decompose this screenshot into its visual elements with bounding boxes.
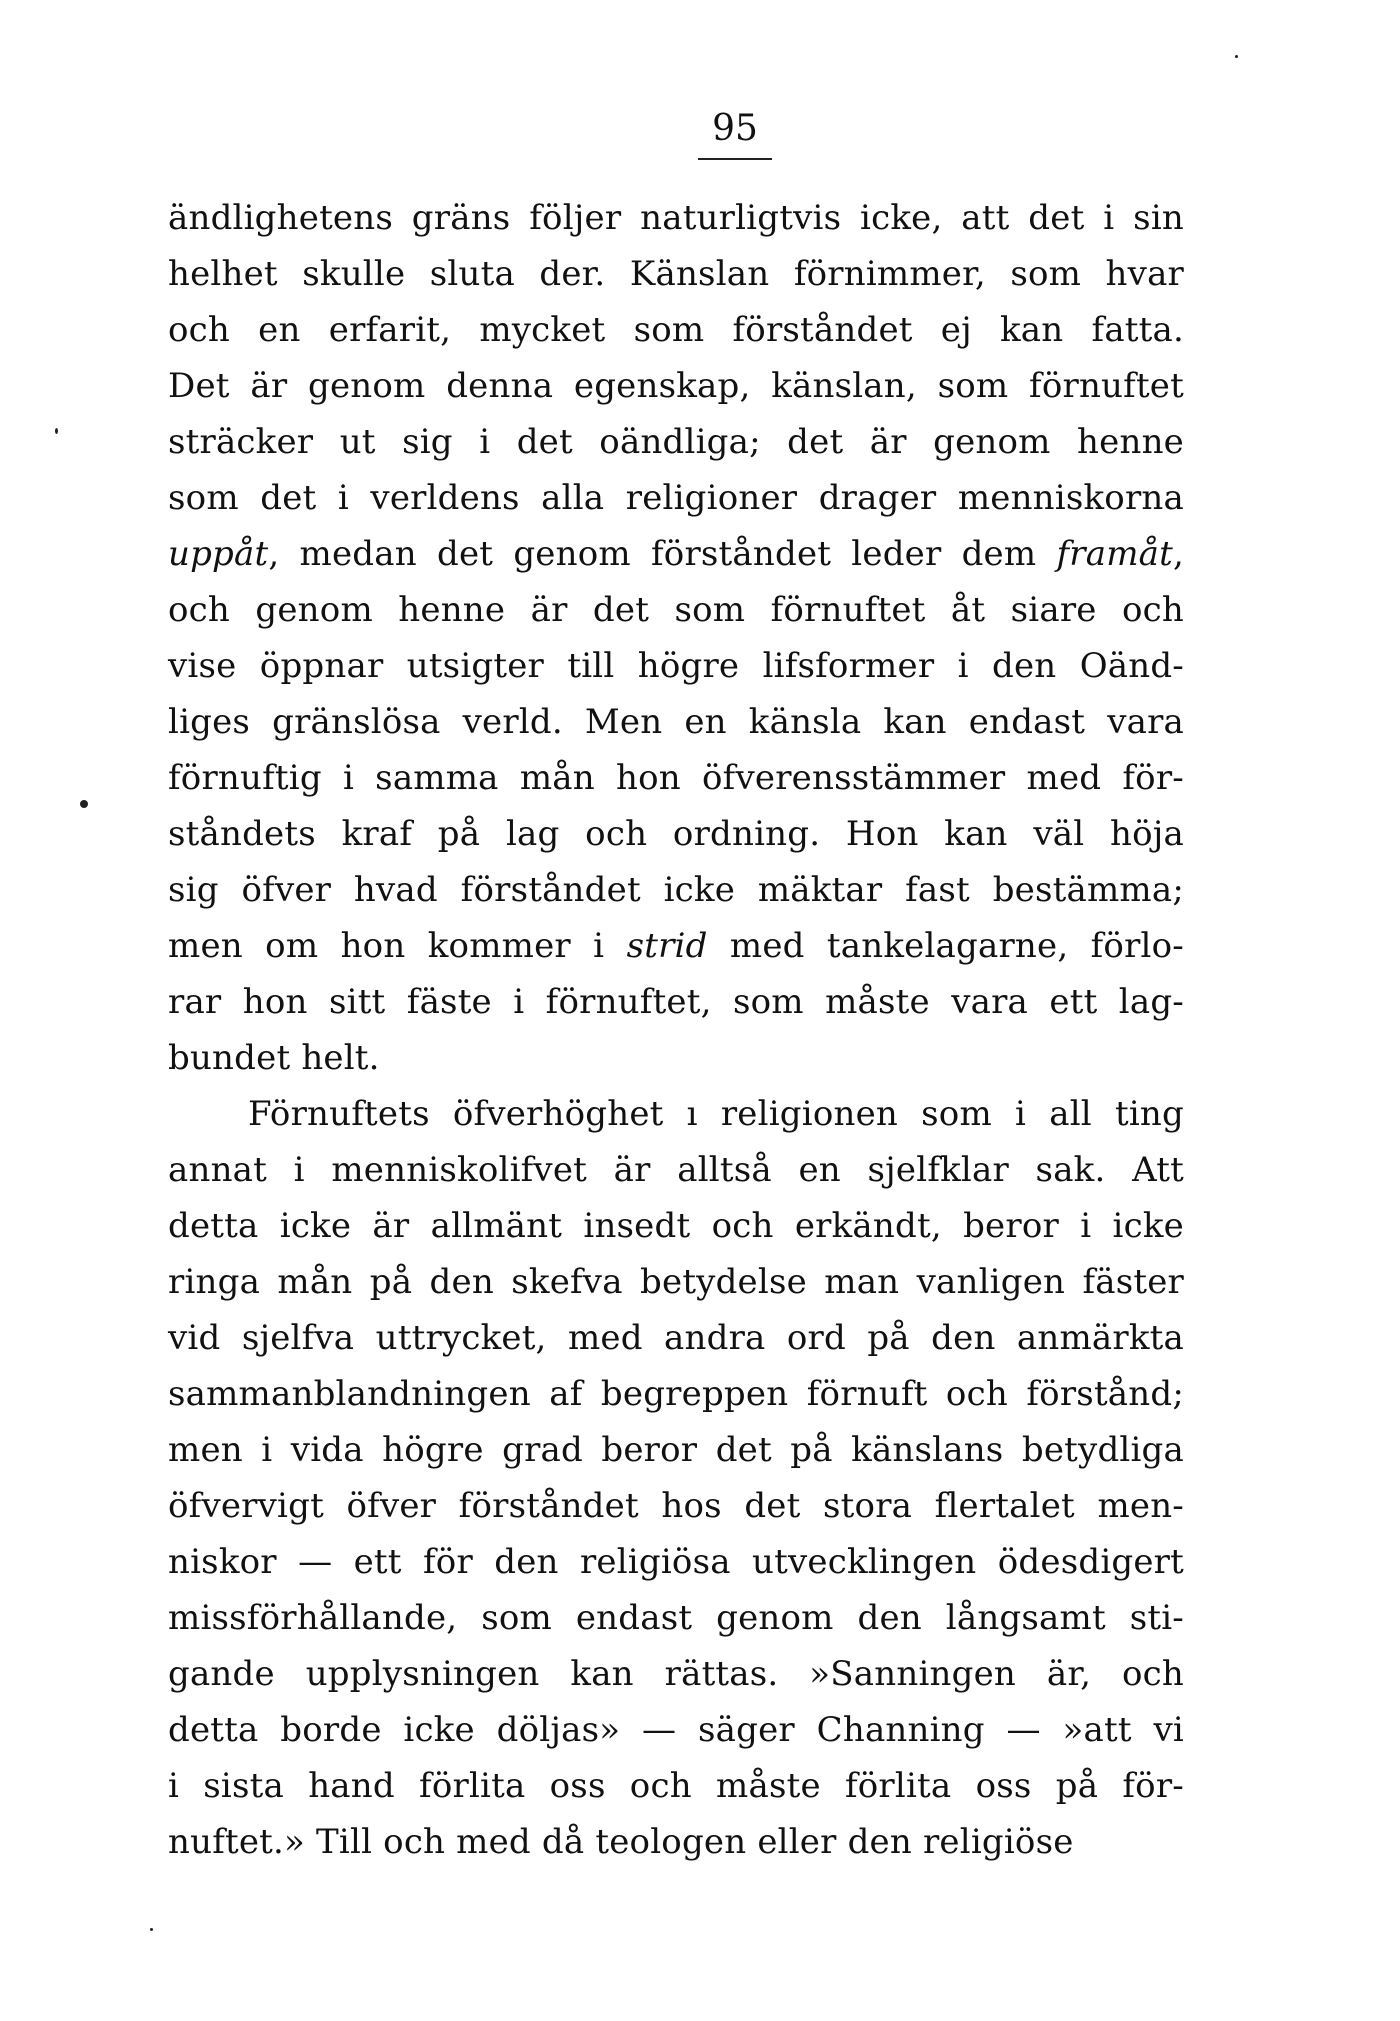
text-line [168, 1478, 1184, 1534]
text-line [168, 1534, 1184, 1590]
text-span: Förnuftets öfverhöghet ı religionen som i all ting [248, 1094, 1184, 1134]
paragraph [168, 190, 1184, 1086]
text-line [168, 1422, 1184, 1478]
text-span: gande upplysningen kan rättas. »Sanningen är, och [168, 1654, 1184, 1694]
text-line [168, 302, 1184, 358]
italic-text: uppåt [168, 534, 269, 574]
text-span: detta icke är allmänt insedt och erkändt, beror i icke [168, 1206, 1184, 1246]
text-span: nuftet.» Till och med då teologen eller den religiöse [168, 1822, 1074, 1862]
text-line [168, 750, 1184, 806]
italic-text: framåt [1056, 534, 1173, 574]
text-line [168, 1086, 1184, 1142]
text-span: och en erfarit, mycket som förståndet ej kan fatta. [168, 310, 1184, 350]
text-line [168, 190, 1184, 246]
text-line [168, 1646, 1184, 1702]
text-span: förnuftig i samma mån hon öfverensstämmer med för- [168, 758, 1184, 798]
text-span: sträcker ut sig i det oändliga; det är genom henne [168, 422, 1184, 462]
text-span: , [1172, 534, 1184, 574]
text-span: sig öfver hvad förståndet icke mäktar fast bestämma; [168, 870, 1184, 910]
text-span: men om hon kommer i [168, 926, 627, 966]
text-line [168, 862, 1184, 918]
text-line [168, 470, 1184, 526]
text-span: vise öppnar utsigter till högre lifsformer i den Oänd- [168, 646, 1184, 686]
text-span: helhet skulle sluta der. Känslan förnimmer, som hvar [168, 254, 1184, 294]
text-line [168, 1702, 1184, 1758]
text-line [168, 694, 1184, 750]
text-span: detta borde icke döljas» — säger Channing — »att vi [168, 1710, 1184, 1750]
page-number: 95 [698, 108, 772, 160]
text-span: sammanblandningen af begreppen förnuft och förstånd; [168, 1374, 1184, 1414]
text-span: rar hon sitt fäste i förnuftet, som måste vara ett lag- [168, 982, 1184, 1022]
scan-speck [150, 1928, 153, 1931]
text-span: med tankelagarne, förlo- [707, 926, 1184, 966]
paragraph [168, 1086, 1184, 1870]
text-line [168, 1814, 1184, 1870]
text-line [168, 526, 1184, 582]
scan-speck [55, 428, 58, 434]
text-line [168, 1198, 1184, 1254]
text-span: ståndets kraf på lag och ordning. Hon kan väl höja [168, 814, 1184, 854]
text-line [168, 246, 1184, 302]
text-span: ändlighetens gräns följer naturligtvis icke, att det i sin [168, 198, 1184, 238]
scan-speck [1235, 55, 1238, 58]
text-line [168, 806, 1184, 862]
text-line [168, 1758, 1184, 1814]
text-span: som det i verldens alla religioner drager menniskorna [168, 478, 1184, 518]
text-span: bundet helt. [168, 1038, 380, 1078]
text-line [168, 974, 1184, 1030]
text-line [168, 582, 1184, 638]
text-span: niskor — ett för den religiösa utvecklingen ödesdigert [168, 1542, 1184, 1582]
text-line [168, 1030, 1184, 1086]
text-line [168, 1366, 1184, 1422]
text-span: öfvervigt öfver förståndet hos det stora flertalet men- [168, 1486, 1184, 1526]
text-line [168, 358, 1184, 414]
text-span: Det är genom denna egenskap, känslan, som förnuftet [168, 366, 1184, 406]
text-span: ringa mån på den skefva betydelse man vanligen fäster [168, 1262, 1184, 1302]
text-line [168, 918, 1184, 974]
text-span: vid sjelfva uttrycket, med andra ord på den anmärkta [168, 1318, 1184, 1358]
text-line [168, 1142, 1184, 1198]
page-header [0, 108, 1400, 160]
scan-speck [80, 800, 88, 808]
text-span: annat i menniskolifvet är alltså en sjelfklar sak. Att [168, 1150, 1184, 1190]
text-line [168, 414, 1184, 470]
text-span: , medan det genom förståndet leder dem [268, 534, 1057, 574]
text-span: missförhållande, som endast genom den långsamt sti- [168, 1598, 1184, 1638]
text-line [168, 638, 1184, 694]
text-span: liges gränslösa verld. Men en känsla kan endast vara [168, 702, 1184, 742]
text-span: och genom henne är det som förnuftet åt siare och [168, 590, 1184, 630]
text-span: i sista hand förlita oss och måste förlita oss på för- [168, 1766, 1184, 1806]
text-line [168, 1590, 1184, 1646]
text-line [168, 1310, 1184, 1366]
text-span: men i vida högre grad beror det på känslans betydliga [168, 1430, 1184, 1470]
text-line [168, 1254, 1184, 1310]
italic-text: strid [626, 926, 708, 966]
body-text [168, 190, 1184, 1870]
